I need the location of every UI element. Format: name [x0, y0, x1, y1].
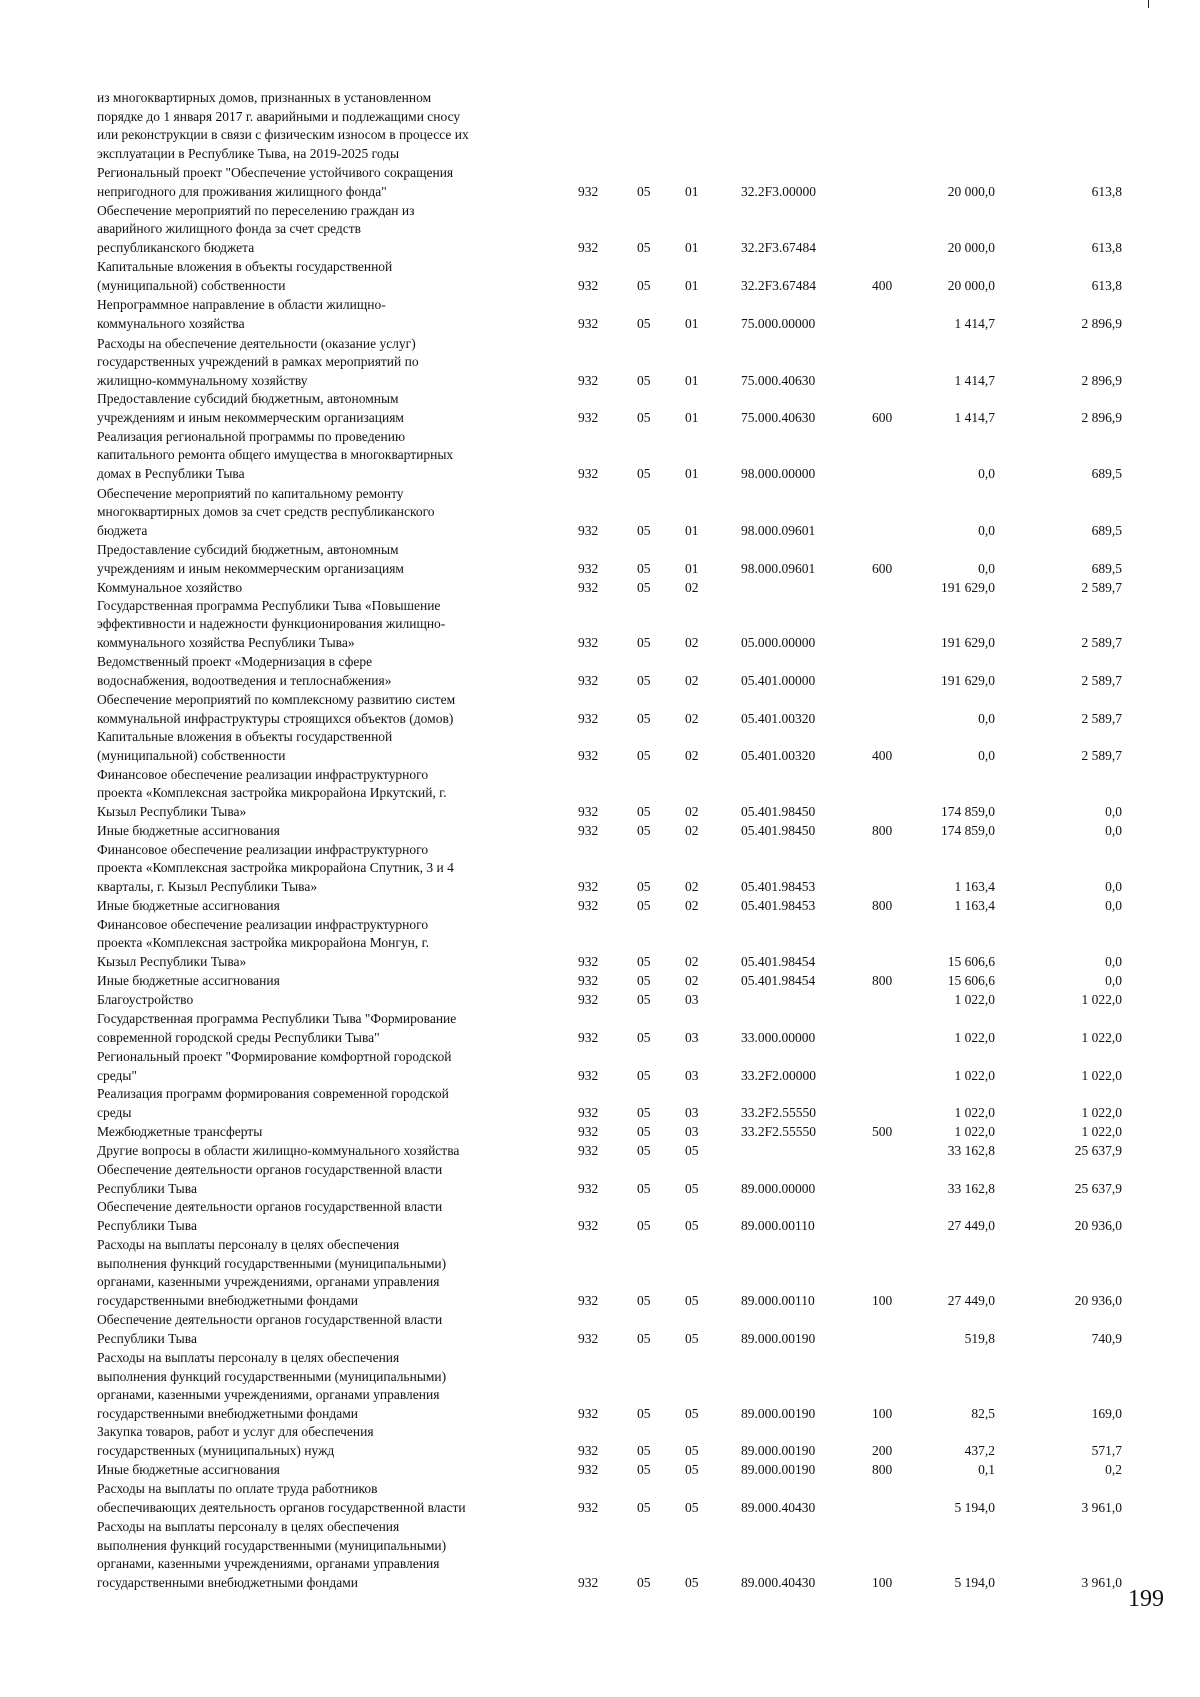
cell-target-article: 32.2F3.67484 — [741, 239, 817, 255]
cell-target-article: 75.000.40630 — [741, 372, 816, 388]
cell-target-article: 89.000.00000 — [741, 1180, 816, 1196]
cell-target-article: 98.000.00000 — [741, 465, 816, 481]
cell-sum-2: 0,0 — [1105, 897, 1122, 913]
cell-subsection: 05 — [685, 1499, 699, 1515]
cell-section: 05 — [637, 1180, 651, 1196]
cell-ved: 932 — [578, 747, 599, 763]
cell-ved: 932 — [578, 1180, 599, 1196]
cell-target-article: 89.000.40430 — [741, 1574, 816, 1590]
cell-description: Обеспечение мероприятий по капитальному ремонту многоквартирных домов за счет средств республиканского бюджета — [97, 485, 435, 538]
cell-sum-1: 20 000,0 — [947, 183, 995, 199]
cell-sum-1: 0,0 — [978, 560, 995, 576]
cell-ved: 932 — [578, 522, 599, 538]
cell-description: Расходы на выплаты персоналу в целях обеспечения выполнения функций государственными (муниципальными) органами, казенными учреждениями, органами управления государственными внебюджетными фондами — [97, 1237, 447, 1308]
cell-sum-2: 689,5 — [1091, 465, 1122, 481]
cell-sum-2: 2 589,7 — [1081, 579, 1122, 595]
cell-sum-2: 689,5 — [1091, 560, 1122, 576]
cell-section: 05 — [637, 953, 651, 969]
cell-description: Расходы на выплаты по оплате труда работников обеспечивающих деятельность органов государственной власти — [97, 1481, 466, 1515]
cell-sum-2: 3 961,0 — [1081, 1574, 1122, 1590]
cell-sum-2: 1 022,0 — [1081, 1104, 1122, 1120]
cell-subsection: 01 — [685, 409, 699, 425]
cell-subsection: 05 — [685, 1442, 699, 1458]
cell-sum-1: 437,2 — [964, 1442, 995, 1458]
cell-target-article: 05.401.00000 — [741, 672, 816, 688]
cell-sum-1: 5 194,0 — [954, 1574, 995, 1590]
cell-description: Финансовое обеспечение реализации инфраструктурного проекта «Комплексная застройка микрорайона Спутник, 3 и 4 кварталы, г. Кызыл Республики Тыва» — [97, 841, 454, 894]
cell-target-article: 89.000.00190 — [741, 1330, 816, 1346]
cell-sum-1: 1 414,7 — [954, 409, 995, 425]
cell-description: Расходы на обеспечение деятельности (оказание услуг) государственных учреждений в рамках мероприятий по жилищно-коммунальному хозяйству — [97, 335, 419, 388]
cell-sum-2: 613,8 — [1091, 183, 1122, 199]
cell-sum-2: 0,0 — [1105, 822, 1122, 838]
cell-section: 05 — [637, 522, 651, 538]
cell-subsection: 03 — [685, 991, 699, 1007]
cell-sum-1: 1 022,0 — [954, 991, 995, 1007]
cell-subsection: 03 — [685, 1123, 699, 1139]
cell-section: 05 — [637, 1123, 651, 1139]
cell-subsection: 01 — [685, 522, 699, 538]
cell-ved: 932 — [578, 672, 599, 688]
cell-subsection: 02 — [685, 972, 699, 988]
cell-section: 05 — [637, 465, 651, 481]
cell-ved: 932 — [578, 372, 599, 388]
cell-sum-1: 174 859,0 — [941, 803, 995, 819]
cell-subsection: 02 — [685, 747, 699, 763]
cell-ved: 932 — [578, 1292, 599, 1308]
cell-sum-1: 0,0 — [978, 747, 995, 763]
cell-subsection: 02 — [685, 710, 699, 726]
cell-expense-type: 100 — [872, 1292, 893, 1308]
cell-description: Расходы на выплаты персоналу в целях обеспечения выполнения функций государственными (муниципальными) органами, казенными учреждениями, органами управления государственными внебюджетными фондами — [97, 1350, 447, 1421]
cell-expense-type: 400 — [872, 747, 893, 763]
cell-section: 05 — [637, 747, 651, 763]
cell-expense-type: 800 — [872, 972, 893, 988]
cell-section: 05 — [637, 822, 651, 838]
cell-ved: 932 — [578, 1123, 599, 1139]
cell-section: 05 — [637, 1499, 651, 1515]
cell-ved: 932 — [578, 803, 599, 819]
cell-section: 05 — [637, 372, 651, 388]
cell-section: 05 — [637, 1405, 651, 1421]
cell-description: Финансовое обеспечение реализации инфраструктурного проекта «Комплексная застройка микрорайона Иркутский, г. Кызыл Республики Тыва» — [97, 766, 447, 819]
cell-ved: 932 — [578, 315, 599, 331]
cell-target-article: 89.000.00190 — [741, 1442, 816, 1458]
cell-target-article: 98.000.09601 — [741, 560, 816, 576]
cell-sum-1: 33 162,8 — [947, 1180, 995, 1196]
cell-description: Реализация программ формирования современной городской среды — [97, 1086, 449, 1120]
cell-subsection: 05 — [685, 1330, 699, 1346]
cell-sum-2: 0,0 — [1105, 972, 1122, 988]
cell-description: Капитальные вложения в объекты государственной (муниципальной) собственности — [97, 259, 393, 293]
cell-section: 05 — [637, 991, 651, 1007]
cell-sum-2: 20 936,0 — [1074, 1292, 1122, 1308]
cell-sum-1: 1 022,0 — [954, 1067, 995, 1083]
cell-section: 05 — [637, 634, 651, 650]
cell-sum-2: 2 896,9 — [1081, 409, 1122, 425]
cell-sum-2: 1 022,0 — [1081, 991, 1122, 1007]
cell-section: 05 — [637, 1292, 651, 1308]
cell-ved: 932 — [578, 878, 599, 894]
cell-ved: 932 — [578, 1330, 599, 1346]
cell-target-article: 05.401.98454 — [741, 953, 816, 969]
cell-expense-type: 800 — [872, 1461, 893, 1477]
cell-subsection: 02 — [685, 803, 699, 819]
cell-ved: 932 — [578, 953, 599, 969]
cell-description: Расходы на выплаты персоналу в целях обеспечения выполнения функций государственными (муниципальными) органами, казенными учреждениями, органами управления государственными внебюджетными фондами — [97, 1519, 447, 1590]
cell-ved: 932 — [578, 465, 599, 481]
cell-sum-2: 2 589,7 — [1081, 747, 1122, 763]
cell-description: Обеспечение мероприятий по переселению граждан из аварийного жилищного фонда за счет средств республиканского бюджета — [97, 202, 415, 255]
cell-section: 05 — [637, 277, 651, 293]
cell-ved: 932 — [578, 579, 599, 595]
cell-sum-1: 33 162,8 — [947, 1142, 995, 1158]
cell-subsection: 01 — [685, 465, 699, 481]
cell-section: 05 — [637, 972, 651, 988]
cell-sum-1: 82,5 — [971, 1405, 995, 1421]
cell-sum-1: 0,1 — [978, 1461, 995, 1477]
cell-ved: 932 — [578, 1461, 599, 1477]
cell-target-article: 89.000.00190 — [741, 1461, 816, 1477]
cell-expense-type: 200 — [872, 1442, 893, 1458]
cell-sum-1: 0,0 — [978, 465, 995, 481]
cell-ved: 932 — [578, 1499, 599, 1515]
cell-ved: 932 — [578, 277, 599, 293]
cell-subsection: 01 — [685, 277, 699, 293]
cell-sum-2: 2 589,7 — [1081, 710, 1122, 726]
cell-sum-2: 1 022,0 — [1081, 1123, 1122, 1139]
cell-description: Иные бюджетные ассигнования — [97, 897, 280, 913]
cell-sum-1: 27 449,0 — [947, 1217, 995, 1233]
cell-sum-2: 25 637,9 — [1074, 1142, 1122, 1158]
cell-description: Коммунальное хозяйство — [97, 579, 243, 595]
cell-section: 05 — [637, 1574, 651, 1590]
cell-sum-2: 689,5 — [1091, 522, 1122, 538]
cell-description: Региональный проект "Формирование комфортной городской среды" — [97, 1049, 452, 1083]
cell-subsection: 02 — [685, 953, 699, 969]
cell-target-article: 32.2F3.00000 — [741, 183, 817, 199]
cell-sum-1: 191 629,0 — [941, 579, 995, 595]
cell-target-article: 05.401.98454 — [741, 972, 816, 988]
cell-expense-type: 500 — [872, 1123, 893, 1139]
cell-subsection: 05 — [685, 1217, 699, 1233]
cell-description: Обеспечение мероприятий по комплексному развитию систем коммунальной инфраструктуры строящихся объектов (домов) — [97, 692, 456, 726]
cell-sum-1: 1 022,0 — [954, 1104, 995, 1120]
cell-description: Финансовое обеспечение реализации инфраструктурного проекта «Комплексная застройка микрорайона Монгун, г. Кызыл Республики Тыва» — [97, 916, 430, 969]
cell-description: Обеспечение деятельности органов государственной власти Республики Тыва — [97, 1312, 443, 1346]
cell-description: Обеспечение деятельности органов государственной власти Республики Тыва — [97, 1199, 443, 1233]
cell-sum-1: 20 000,0 — [947, 277, 995, 293]
cell-section: 05 — [637, 1029, 651, 1045]
cell-description: Предоставление субсидий бюджетным, автономным учреждениям и иным некоммерческим организациям — [97, 391, 404, 425]
cell-sum-1: 1 163,4 — [954, 897, 995, 913]
cell-subsection: 05 — [685, 1405, 699, 1421]
cell-target-article: 89.000.40430 — [741, 1499, 816, 1515]
cell-target-article: 05.401.98450 — [741, 822, 816, 838]
cell-ved: 932 — [578, 1029, 599, 1045]
cell-section: 05 — [637, 1142, 651, 1158]
cell-section: 05 — [637, 1104, 651, 1120]
cell-description: Обеспечение деятельности органов государственной власти Республики Тыва — [97, 1162, 443, 1196]
cell-ved: 932 — [578, 1104, 599, 1120]
cell-ved: 932 — [578, 822, 599, 838]
cell-description: Благоустройство — [97, 991, 194, 1007]
cell-subsection: 01 — [685, 372, 699, 388]
cell-target-article: 33.2F2.55550 — [741, 1104, 817, 1120]
cell-sum-1: 0,0 — [978, 710, 995, 726]
cell-ved: 932 — [578, 897, 599, 913]
cell-subsection: 03 — [685, 1067, 699, 1083]
cell-sum-2: 20 936,0 — [1074, 1217, 1122, 1233]
cell-subsection: 03 — [685, 1104, 699, 1120]
cell-description: Региональный проект "Обеспечение устойчивого сокращения непригодного для проживания жилищного фонда" — [97, 165, 454, 199]
cell-expense-type: 600 — [872, 409, 893, 425]
cell-target-article: 05.401.98450 — [741, 803, 816, 819]
cell-sum-1: 20 000,0 — [947, 239, 995, 255]
cell-subsection: 03 — [685, 1029, 699, 1045]
cell-subsection: 02 — [685, 822, 699, 838]
cell-description: Непрограммное направление в области жилищно- коммунального хозяйства — [97, 297, 386, 331]
cell-target-article: 33.000.00000 — [741, 1029, 816, 1045]
cell-ved: 932 — [578, 409, 599, 425]
cell-subsection: 01 — [685, 560, 699, 576]
cell-target-article: 75.000.00000 — [741, 315, 816, 331]
cell-sum-2: 740,9 — [1091, 1330, 1122, 1346]
page-number: 199 — [1128, 1586, 1164, 1612]
cell-sum-2: 0,0 — [1105, 953, 1122, 969]
cell-target-article: 98.000.09601 — [741, 522, 816, 538]
cell-sum-2: 1 022,0 — [1081, 1067, 1122, 1083]
cell-ved: 932 — [578, 560, 599, 576]
cell-section: 05 — [637, 1067, 651, 1083]
cell-sum-1: 15 606,6 — [947, 972, 995, 988]
cell-sum-2: 571,7 — [1091, 1442, 1122, 1458]
cell-target-article: 33.2F2.00000 — [741, 1067, 817, 1083]
cell-target-article: 05.000.00000 — [741, 634, 816, 650]
cell-subsection: 05 — [685, 1180, 699, 1196]
cell-section: 05 — [637, 409, 651, 425]
cell-subsection: 01 — [685, 239, 699, 255]
cell-expense-type: 800 — [872, 822, 893, 838]
cell-ved: 932 — [578, 1142, 599, 1158]
cell-ved: 932 — [578, 1067, 599, 1083]
cell-target-article: 05.401.00320 — [741, 747, 816, 763]
cell-sum-1: 27 449,0 — [947, 1292, 995, 1308]
cell-description: Государственная программа Республики Тыва «Повышение эффективности и надежности функционирования жилищно- коммунального хозяйства Республики Тыва» — [97, 597, 446, 650]
cell-sum-1: 0,0 — [978, 522, 995, 538]
cell-section: 05 — [637, 1461, 651, 1477]
cell-section: 05 — [637, 803, 651, 819]
cell-subsection: 05 — [685, 1574, 699, 1590]
cell-target-article: 05.401.98453 — [741, 878, 816, 894]
cell-description: Ведомственный проект «Модернизация в сфере водоснабжения, водоотведения и теплоснабжения» — [97, 654, 392, 688]
cell-section: 05 — [637, 897, 651, 913]
cell-section: 05 — [637, 1217, 651, 1233]
cell-description: Иные бюджетные ассигнования — [97, 972, 280, 988]
cell-subsection: 05 — [685, 1142, 699, 1158]
cell-target-article: 32.2F3.67484 — [741, 277, 817, 293]
cell-sum-2: 613,8 — [1091, 239, 1122, 255]
cell-target-article: 89.000.00110 — [741, 1217, 815, 1233]
cell-expense-type: 800 — [872, 897, 893, 913]
cell-description: Предоставление субсидий бюджетным, автономным учреждениям и иным некоммерческим организациям — [97, 542, 404, 576]
cell-expense-type: 100 — [872, 1574, 893, 1590]
cell-expense-type: 400 — [872, 277, 893, 293]
cell-ved: 932 — [578, 710, 599, 726]
cell-section: 05 — [637, 710, 651, 726]
cell-subsection: 01 — [685, 183, 699, 199]
cell-sum-1: 191 629,0 — [941, 672, 995, 688]
cell-ved: 932 — [578, 1217, 599, 1233]
cell-sum-1: 1 163,4 — [954, 878, 995, 894]
cell-sum-1: 1 414,7 — [954, 372, 995, 388]
cell-ved: 932 — [578, 239, 599, 255]
cell-description: Закупка товаров, работ и услуг для обеспечения государственных (муниципальных) нужд — [97, 1424, 374, 1458]
cell-ved: 932 — [578, 1405, 599, 1421]
cell-ved: 932 — [578, 972, 599, 988]
cell-ved: 932 — [578, 634, 599, 650]
cell-sum-1: 1 022,0 — [954, 1123, 995, 1139]
cell-sum-1: 191 629,0 — [941, 634, 995, 650]
cell-description: Государственная программа Республики Тыва "Формирование современной городской среды Республики Тыва" — [97, 1011, 457, 1045]
cell-sum-2: 2 589,7 — [1081, 672, 1122, 688]
cell-section: 05 — [637, 878, 651, 894]
cell-description: Реализация региональной программы по проведению капитального ремонта общего имущества в многоквартирных домах в Республики Тыва — [97, 428, 454, 481]
cell-subsection: 02 — [685, 672, 699, 688]
cell-section: 05 — [637, 315, 651, 331]
cell-section: 05 — [637, 672, 651, 688]
cell-expense-type: 600 — [872, 560, 893, 576]
cell-expense-type: 100 — [872, 1405, 893, 1421]
cell-sum-2: 0,0 — [1105, 803, 1122, 819]
cell-target-article: 89.000.00110 — [741, 1292, 815, 1308]
cell-subsection: 05 — [685, 1292, 699, 1308]
cell-sum-1: 519,8 — [964, 1330, 995, 1346]
cell-section: 05 — [637, 560, 651, 576]
cell-section: 05 — [637, 1442, 651, 1458]
cell-description: Другие вопросы в области жилищно-коммунального хозяйства — [97, 1142, 460, 1158]
cell-description: Капитальные вложения в объекты государственной (муниципальной) собственности — [97, 729, 393, 763]
cell-target-article: 89.000.00190 — [741, 1405, 816, 1421]
cell-sum-2: 25 637,9 — [1074, 1180, 1122, 1196]
cell-sum-2: 2 896,9 — [1081, 315, 1122, 331]
cell-sum-2: 1 022,0 — [1081, 1029, 1122, 1045]
cell-subsection: 02 — [685, 634, 699, 650]
cell-section: 05 — [637, 239, 651, 255]
cell-target-article: 75.000.40630 — [741, 409, 816, 425]
cell-description: Иные бюджетные ассигнования — [97, 1461, 280, 1477]
cell-subsection: 01 — [685, 315, 699, 331]
cell-sum-2: 0,0 — [1105, 878, 1122, 894]
cell-sum-2: 169,0 — [1091, 1405, 1122, 1421]
cell-sum-2: 613,8 — [1091, 277, 1122, 293]
cell-ved: 932 — [578, 1442, 599, 1458]
cell-ved: 932 — [578, 991, 599, 1007]
cell-sum-2: 2 896,9 — [1081, 372, 1122, 388]
cell-description: из многоквартирных домов, признанных в установленном порядке до 1 января 2017 г. аварийными и подлежащими сносу или реконструкции в связи с физическим износом в процессе их эксплуатации в Республике Тыва, на 2019-2025 годы — [97, 90, 469, 161]
cell-sum-2: 0,2 — [1105, 1461, 1122, 1477]
cell-subsection: 02 — [685, 897, 699, 913]
cell-subsection: 02 — [685, 878, 699, 894]
cell-sum-1: 1 414,7 — [954, 315, 995, 331]
cell-ved: 932 — [578, 1574, 599, 1590]
cell-sum-2: 3 961,0 — [1081, 1499, 1122, 1515]
cell-sum-2: 2 589,7 — [1081, 634, 1122, 650]
cell-section: 05 — [637, 183, 651, 199]
cell-target-article: 05.401.00320 — [741, 710, 816, 726]
cell-target-article: 05.401.98453 — [741, 897, 816, 913]
cell-ved: 932 — [578, 183, 599, 199]
cell-sum-1: 5 194,0 — [954, 1499, 995, 1515]
cell-section: 05 — [637, 1330, 651, 1346]
scan-mark — [1148, 0, 1149, 8]
cell-description: Иные бюджетные ассигнования — [97, 822, 280, 838]
cell-sum-1: 1 022,0 — [954, 1029, 995, 1045]
cell-target-article: 33.2F2.55550 — [741, 1123, 817, 1139]
cell-sum-1: 174 859,0 — [941, 822, 995, 838]
cell-description: Межбюджетные трансферты — [97, 1123, 263, 1139]
cell-subsection: 02 — [685, 579, 699, 595]
cell-subsection: 05 — [685, 1461, 699, 1477]
cell-section: 05 — [637, 579, 651, 595]
cell-sum-1: 15 606,6 — [947, 953, 995, 969]
